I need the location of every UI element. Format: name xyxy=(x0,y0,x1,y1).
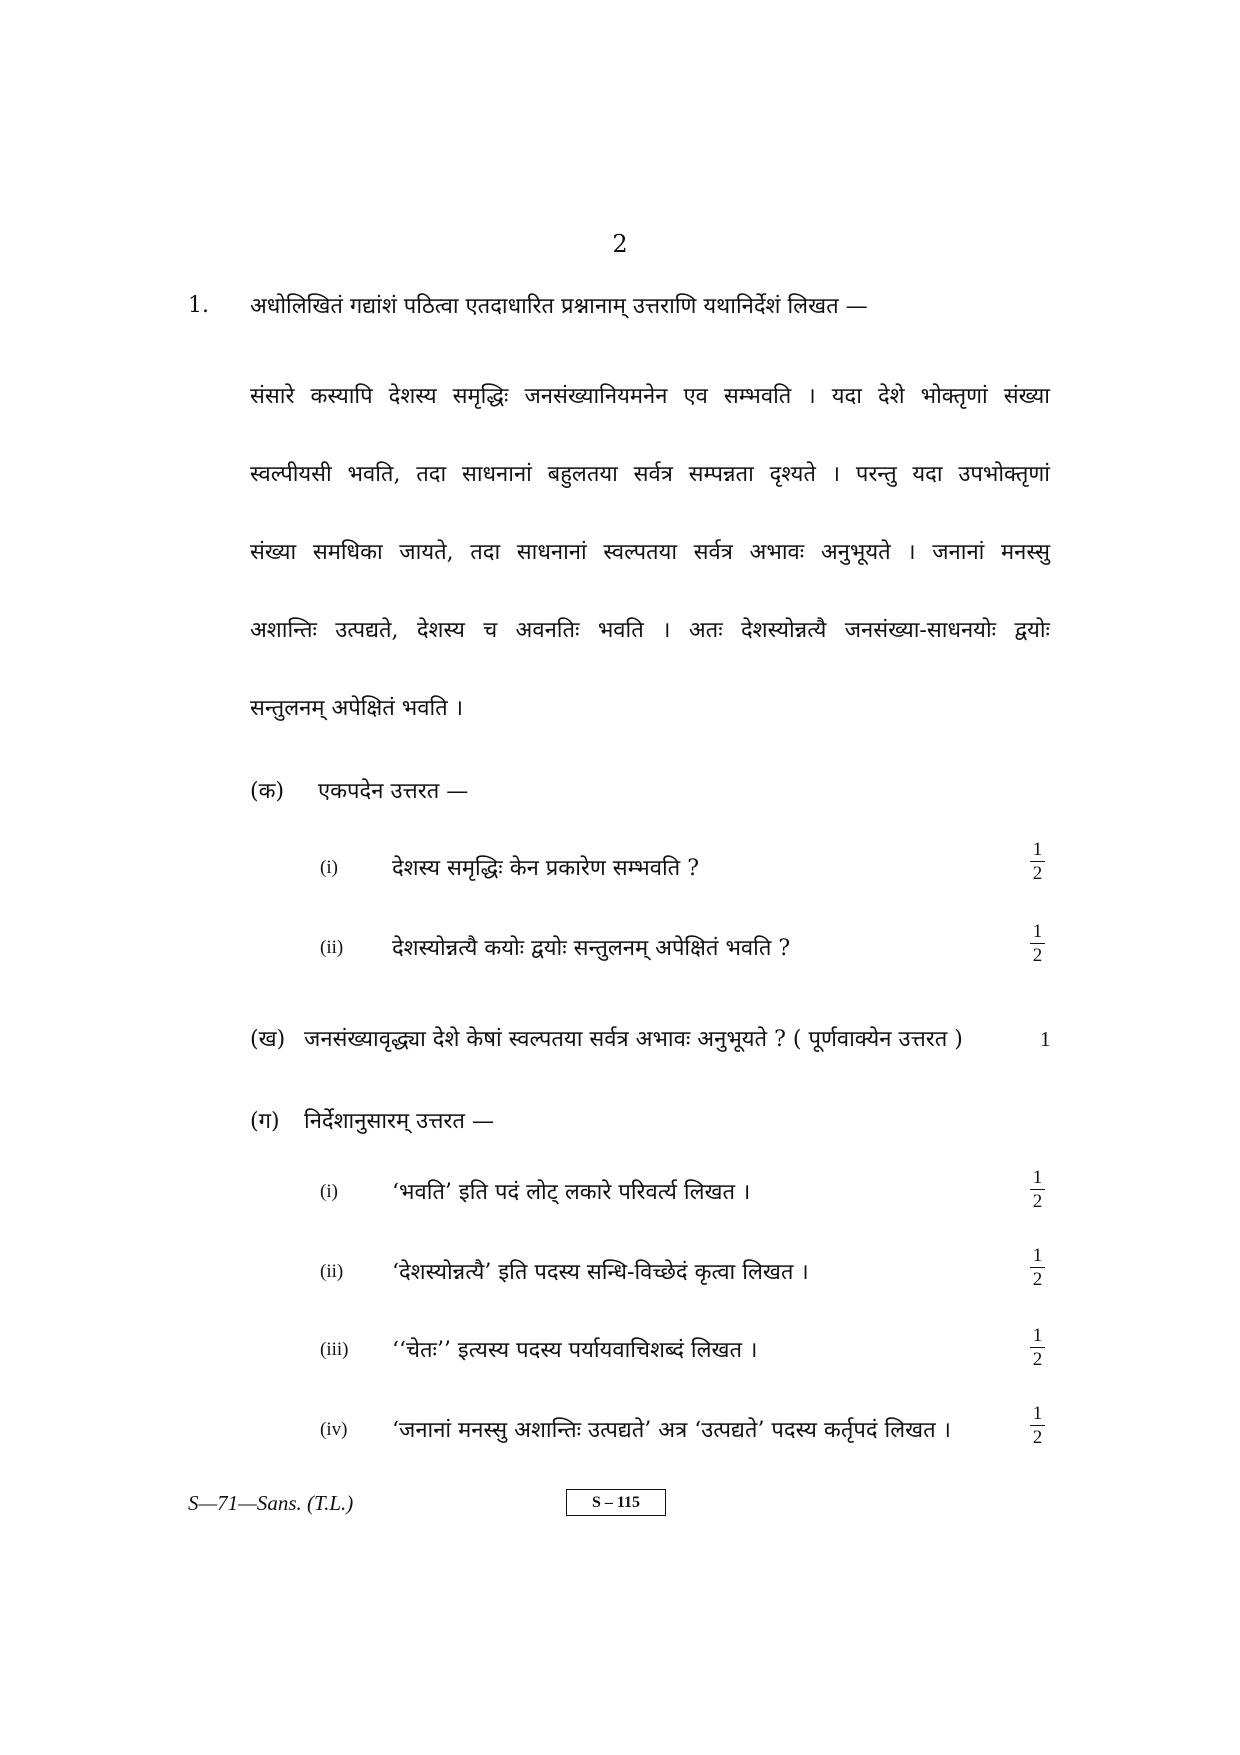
marks-numerator: 1 xyxy=(1032,839,1043,860)
passage-line: अशान्तिः उत्पद्यते, देशस्य च अवनतिः भवति । अतः देशस्योन्नत्यै जनसंख्या-साधनयोः द्वयोः xyxy=(250,618,1050,643)
part-ga-item-text: ‘भवति’ इति पदं लोट् लकारे परिवर्त्य लिखत । xyxy=(392,1180,751,1205)
part-kha-marks: 1 xyxy=(1040,1027,1051,1051)
fraction-bar xyxy=(1030,1425,1045,1426)
passage xyxy=(250,380,1050,770)
part-ka-heading: एकपदेन उत्तरत — xyxy=(318,779,469,804)
question-instruction: अधोलिखितं गद्यांशं पठित्वा एतदाधारित प्रश्नानाम् उत्तराणि यथानिर्देशं लिखत — xyxy=(250,294,868,319)
marks-denominator: 2 xyxy=(1032,1349,1043,1370)
series-code-box: S – 115 xyxy=(566,1489,666,1516)
part-ga-item-number: (iii) xyxy=(320,1339,349,1360)
marks-denominator: 2 xyxy=(1032,1269,1043,1290)
marks-half xyxy=(1030,1404,1045,1447)
part-kha-label: (ख) xyxy=(250,1027,286,1052)
page-number: 2 xyxy=(612,230,628,258)
marks-numerator: 1 xyxy=(1032,921,1043,942)
part-ga-item-text: ‘‘चेतः’’ इत्यस्य पदस्य पर्यायवाचिशब्दं लिखत । xyxy=(392,1338,758,1363)
part-ka-item-text: देशस्य समृद्धिः केन प्रकारेण सम्भवति ? xyxy=(392,856,699,881)
passage-line: संख्या समधिका जायते, तदा साधनानां स्वल्पतया सर्वत्र अभावः अनुभूयते । जनानां मनस्सु xyxy=(250,540,1050,565)
part-ga-label: (ग) xyxy=(250,1109,280,1134)
passage-line: स्वल्पीयसी भवति, तदा साधनानां बहुलतया सर्वत्र सम्पन्नता दृश्यते । परन्तु यदा उपभोक्तृणां xyxy=(250,462,1050,487)
question-number: 1. xyxy=(188,293,209,318)
part-kha-text: जनसंख्यावृद्ध्या देशे केषां स्वल्पतया सर्वत्र अभावः अनुभूयते ? ( पूर्णवाक्येन उत्तरत ) xyxy=(304,1027,963,1052)
part-ka-item-number: (ii) xyxy=(320,937,344,958)
marks-denominator: 2 xyxy=(1032,1427,1043,1448)
part-ka-item-text: देशस्योन्नत्यै कयोः द्वयोः सन्तुलनम् अपेक्षितं भवति ? xyxy=(392,936,791,961)
part-ga-item-text: ‘जनानां मनस्सु अशान्तिः उत्पद्यते’ अत्र ‘उत्पद्यते’ पदस्य कर्तृपदं लिखत । xyxy=(392,1418,952,1443)
marks-numerator: 1 xyxy=(1032,1245,1043,1266)
passage-line: सन्तुलनम् अपेक्षितं भवति । xyxy=(250,696,464,721)
marks-half xyxy=(1030,1168,1045,1211)
marks-numerator: 1 xyxy=(1032,1403,1043,1424)
fraction-bar xyxy=(1030,943,1045,944)
marks-half xyxy=(1030,922,1045,965)
marks-numerator: 1 xyxy=(1032,1167,1043,1188)
part-ga-item-number: (ii) xyxy=(320,1261,344,1282)
marks-half xyxy=(1030,1326,1045,1369)
marks-half xyxy=(1030,1246,1045,1289)
part-ka-item-number: (i) xyxy=(320,857,338,878)
marks-half xyxy=(1030,840,1045,883)
marks-denominator: 2 xyxy=(1032,863,1043,884)
fraction-bar xyxy=(1030,1267,1045,1268)
fraction-bar xyxy=(1030,1189,1045,1190)
part-ga-item-number: (i) xyxy=(320,1181,338,1202)
fraction-bar xyxy=(1030,1347,1045,1348)
part-ga-item-text: ‘देशस्योन्नत्यै’ इति पदस्य सन्धि-विच्छेदं कृत्वा लिखत । xyxy=(392,1260,809,1285)
part-ka-label: (क) xyxy=(250,779,285,804)
passage-line: संसारे कस्यापि देशस्य समृद्धिः जनसंख्यानियमनेन एव सम्भवति । यदा देशे भोक्तृणां संख्या xyxy=(250,384,1050,409)
marks-denominator: 2 xyxy=(1032,945,1043,966)
marks-denominator: 2 xyxy=(1032,1191,1043,1212)
part-ga-heading: निर्देशानुसारम् उत्तरत — xyxy=(304,1109,494,1134)
marks-numerator: 1 xyxy=(1032,1325,1043,1346)
fraction-bar xyxy=(1030,861,1045,862)
paper-code: S—71—Sans. (T.L.) xyxy=(188,1491,354,1515)
part-ga-item-number: (iv) xyxy=(320,1419,348,1440)
